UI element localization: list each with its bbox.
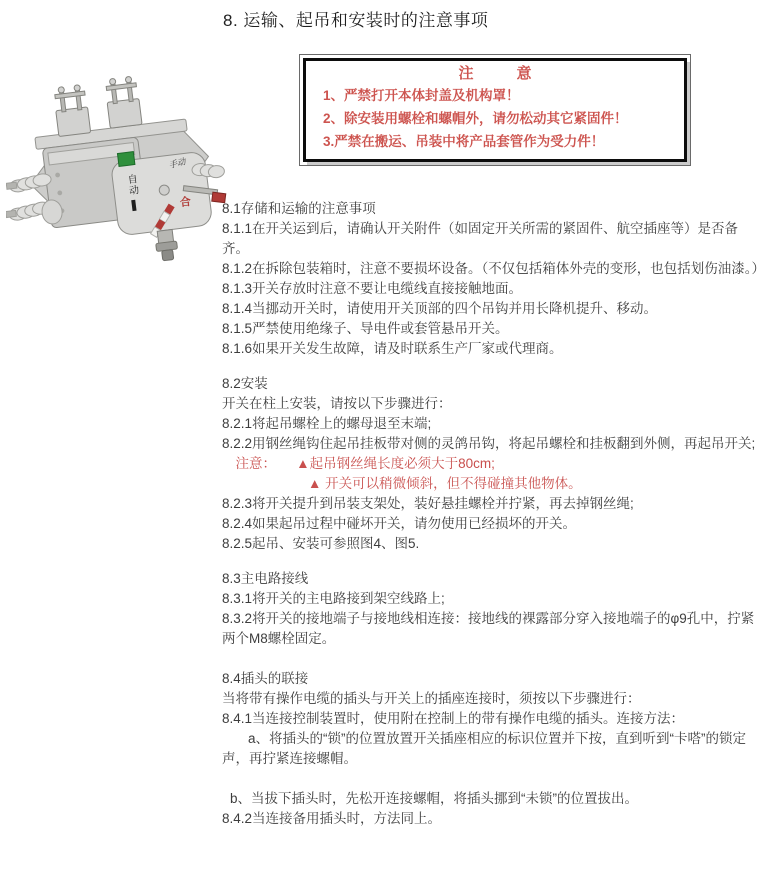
paragraph: 8.4.2当连接备用插头时，方法同上。 [222, 811, 442, 826]
notice-item: 1、严禁打开本体封盖及机构罩！ [323, 88, 520, 103]
red-note-line: 注意： ▲起吊钢丝绳长度必须大于80cm; [222, 456, 495, 471]
paragraph: 8.1.6如果开关发生故障，请及时联系生产厂家或代理商。 [222, 341, 563, 356]
paragraph: b、当拔下插头时，先松开连接螺帽，将插头挪到“未锁”的位置拔出。 [230, 791, 638, 806]
cable-gland [154, 229, 178, 261]
switch-product-illustration [6, 76, 230, 272]
notice-title: 注 意 [458, 65, 546, 82]
switch-product-image [6, 76, 230, 272]
notice-item: 2、除安装用螺栓和螺帽外，请勿松动其它紧固件！ [323, 111, 628, 126]
notice-items [306, 84, 684, 153]
paragraph: 8.1.2在拆除包装箱时，注意不要损坏设备。（不仅包括箱体外壳的变形，也包括划伤油漆。） [222, 261, 766, 276]
paragraph: 8.3.1将开关的主电路接到架空线路上; [222, 591, 445, 606]
spacer [222, 769, 762, 789]
paragraph: 8.1.4当挪动开关时，请使用开关顶部的四个吊钩并用长降机提升、移动。 [222, 301, 658, 316]
paragraph: 8.2.3将开关提升到吊装支架处，装好悬挂螺栓并拧紧，再去掉钢丝绳; [222, 496, 634, 511]
top-bushing-left [53, 84, 91, 137]
paragraph: 8.1.1在开关运到后，请确认开关附件（如固定开关所需的紧固件、航空插座等）是否备齐。 [222, 221, 739, 256]
notice-box [303, 58, 687, 162]
page-title: 8. 运输、起吊和安装时的注意事项 [223, 11, 489, 30]
paragraph: 当将带有操作电缆的插头与开关上的插座连接时，须按以下步骤进行： [222, 691, 641, 706]
spacer [222, 359, 762, 374]
paragraph: 8.2.5起吊、安装可参照图4、图5. [222, 536, 420, 551]
paragraph: 8.1.3开关存放时注意不要让电缆线直接接触地面。 [222, 281, 523, 296]
paragraph: a、将插头的“锁”的位置放置开关插座相应的标识位置并下按，直到听到“卡嗒”的锁定声，再拧紧连接螺帽。 [222, 731, 746, 766]
paragraph: 8.3.2将开关的接地端子与接地线相连接：接地线的裸露部分穿入接地端子的φ9孔中，拧紧两个M8螺栓固定。 [222, 611, 755, 646]
paragraph: 8.2.1将起吊螺栓上的螺母退至末端; [222, 416, 432, 431]
section-heading-8-2: 8.2安装 [222, 376, 268, 391]
section-heading-8-4: 8.4插头的联接 [222, 671, 309, 686]
paragraph: 8.2.4如果起吊过程中碰坏开关，请勿使用已经损坏的开关。 [222, 516, 577, 531]
manual-label: 手动 [167, 156, 187, 171]
spacer [222, 649, 762, 669]
paragraph: 8.2.2用钢丝绳钩住起吊挂板带对侧的灵鸽吊钩，将起吊螺栓和挂板翻到外侧，再起吊开关; [222, 436, 756, 451]
section-heading-8-3: 8.3主电路接线 [222, 571, 309, 586]
notice-item: 3.严禁在搬运、吊装中将产品套管作为受力件！ [323, 134, 605, 149]
top-bushing-right [104, 76, 142, 128]
paragraph: 开关在柱上安装，请按以下步骤进行： [222, 396, 452, 411]
close-label: 合 [179, 195, 192, 210]
spacer [222, 554, 762, 569]
body-text-column [222, 199, 766, 829]
paragraph: 8.1.5严禁使用绝缘子、导电件或套管悬吊开关。 [222, 321, 509, 336]
auto-label: 自动 [124, 173, 139, 197]
section-heading-8-1: 8.1存储和运输的注意事项 [222, 201, 376, 216]
paragraph: 8.4.1当连接控制装置时，使用附在控制上的带有操作电缆的插头。连接方法： [222, 711, 685, 726]
red-note-line: ▲ 开关可以稍微倾斜，但不得碰撞其他物体。 [308, 476, 582, 491]
green-indicator [117, 152, 134, 167]
